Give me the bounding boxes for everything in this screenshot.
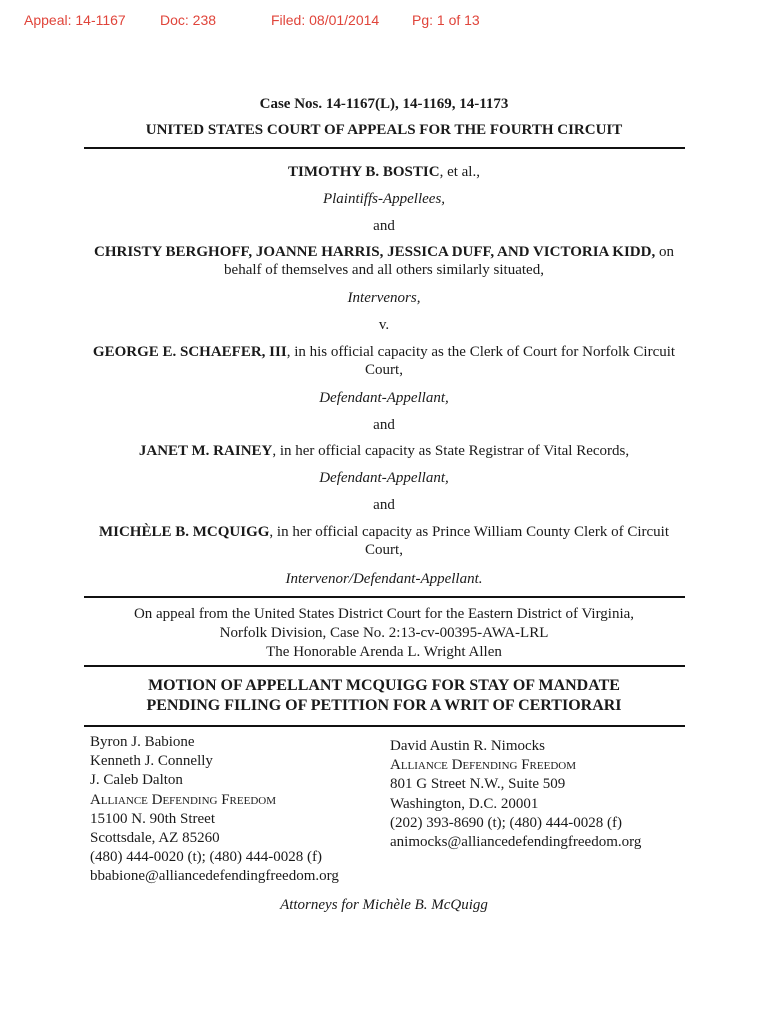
counsel-left-phone: (480) 444-0020 (t); (480) 444-0028 (f): [90, 849, 323, 866]
divider-motion-top: [84, 665, 685, 667]
counsel-right-line: 801 G Street N.W., Suite 509: [390, 776, 566, 793]
counsel-left-email: bbabione@alliancedefendingfreedom.org: [90, 868, 339, 885]
court-name: UNITED STATES COURT OF APPEALS FOR THE FOURTH CIRCUIT: [145, 122, 623, 138]
and-1: and: [373, 218, 395, 234]
document-number: Doc: 238: [160, 12, 217, 28]
motion-title-line-2: PENDING FILING OF PETITION FOR A WRIT OF CERTIORARI: [146, 697, 622, 714]
counsel-right-line: Washington, D.C. 20001: [390, 795, 539, 812]
appeal-line-1: On appeal from the United States District Court for the Eastern District of Virginia,: [133, 606, 635, 622]
counsel-left-firm: Alliance Defending Freedom: [90, 791, 276, 808]
counsel-left-line: 15100 N. 90th Street: [90, 810, 215, 827]
divider-top: [84, 147, 685, 149]
counsel-left-line: J. Caleb Dalton: [90, 772, 183, 789]
schaefer-name: GEORGE E. SCHAEFER, III: [92, 344, 287, 360]
appeal-number: Appeal: 14-1167: [24, 12, 126, 28]
rainey-name: JANET M. RAINEY: [138, 443, 273, 459]
rainey-role: Defendant-Appellant,: [319, 470, 449, 486]
intervenor-description: on behalf of themselves and all others similarly situated,: [224, 244, 674, 278]
counsel-left-line: Byron J. Babione: [90, 734, 195, 750]
counsel-right: [390, 737, 641, 852]
schaefer-role: Defendant-Appellant,: [319, 390, 449, 406]
and-2: and: [373, 417, 395, 433]
case-numbers: Case Nos. 14-1167(L), 14-1169, 14-1173: [259, 96, 509, 112]
plaintiff-name: TIMOTHY B. BOSTIC: [288, 164, 440, 180]
intervenor-role: Intervenors,: [347, 290, 421, 306]
intervenor-names: CHRISTY BERGHOFF, JOANNE HARRIS, JESSICA DUFF, AND VICTORIA KIDD,: [94, 244, 656, 260]
counsel-right-email: animocks@alliancedefendingfreedom.org: [390, 834, 642, 851]
divider-motion-bottom: [84, 725, 685, 727]
party-schaefer: [92, 343, 676, 379]
party-plaintiff: [84, 163, 684, 181]
party-mcquigg: [92, 523, 676, 559]
schaefer-description: , in his official capacity as the Clerk of Court for Norfolk Circuit Court,: [286, 344, 676, 378]
appeal-line-2: Norfolk Division, Case No. 2:13-cv-00395-AWA-LRL: [219, 625, 549, 641]
attorneys-for: Attorneys for Michèle B. McQuigg: [280, 897, 488, 913]
versus: v.: [378, 317, 390, 333]
rainey-description: , in her official capacity as State Registrar of Vital Records,: [272, 443, 630, 459]
divider-appeal: [84, 596, 685, 598]
plaintiff-suffix: , et al.,: [439, 164, 480, 180]
party-intervenors: [92, 243, 676, 279]
party-rainey: [84, 442, 684, 460]
mcquigg-description: , in her official capacity as Prince William County Clerk of Circuit Court,: [269, 524, 669, 558]
filed-date: Filed: 08/01/2014: [271, 12, 380, 28]
counsel-right-line: David Austin R. Nimocks: [390, 738, 546, 754]
counsel-right-phone: (202) 393-8690 (t); (480) 444-0028 (f): [390, 814, 623, 831]
and-3: and: [373, 497, 395, 513]
counsel-right-firm: Alliance Defending Freedom: [390, 757, 576, 774]
plaintiff-role: Plaintiffs-Appellees,: [322, 191, 446, 207]
counsel-left: [90, 733, 339, 887]
mcquigg-role: Intervenor/Defendant-Appellant.: [285, 571, 483, 587]
appeal-line-3: The Honorable Arenda L. Wright Allen: [266, 644, 502, 660]
counsel-left-line: Scottsdale, AZ 85260: [90, 830, 220, 847]
mcquigg-name: MICHÈLE B. MCQUIGG: [98, 524, 270, 540]
motion-title-line-1: MOTION OF APPELLANT MCQUIGG FOR STAY OF MANDATE: [148, 677, 620, 694]
counsel-left-line: Kenneth J. Connelly: [90, 753, 213, 770]
page-indicator: Pg: 1 of 13: [412, 12, 480, 28]
